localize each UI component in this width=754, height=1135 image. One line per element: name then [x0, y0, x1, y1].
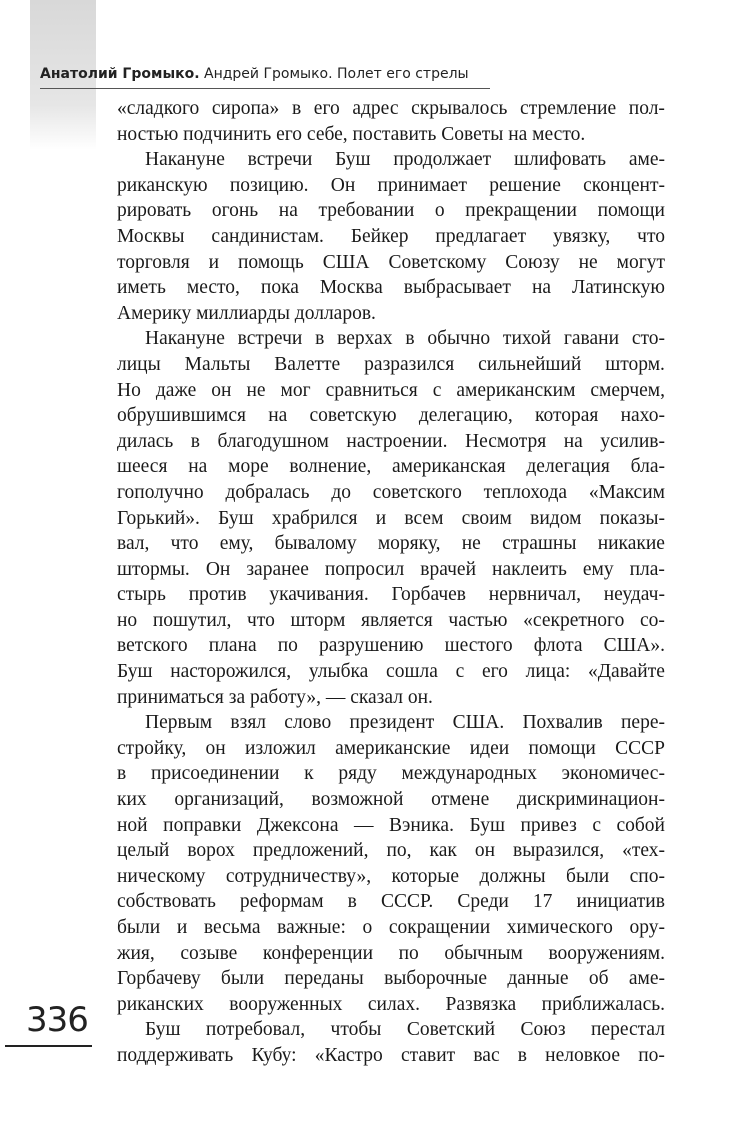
text-line: Москвы сандинистам. Бейкер предлагает увязку, что	[117, 225, 665, 247]
text-line: были и весьма важные: о сокращении химического ору-	[117, 917, 665, 938]
running-header	[40, 66, 469, 82]
text-line: лицы Мальты Валетте разразился сильнейший шторм.	[117, 353, 665, 375]
text-line: в присоединении к ряду международных экономичес-	[117, 763, 665, 785]
text-line: Горбачеву были переданы выборочные данные об аме-	[117, 968, 665, 990]
text-line: ветского плана по разрушению шестого флота США».	[117, 635, 665, 657]
text-line: Америку миллиарды долларов.	[117, 302, 376, 324]
text-line: Но даже он не мог сравниться с американским смерчем,	[117, 379, 665, 401]
text-line: шееся на море волнение, американская делегация бла-	[117, 456, 665, 478]
text-line: Горький». Буш храбрился и всем своим видом показы-	[117, 507, 665, 529]
text-line: «сладкого сиропа» в его адрес скрывалось стремление пол-	[117, 98, 665, 119]
text-line: Буш насторожился, улыбка сошла с его лица: «Давайте	[117, 661, 665, 683]
text-line: ной поправки Джексона — Вэника. Буш привез с собой	[117, 814, 665, 836]
page-number: 336	[26, 1000, 88, 1040]
text-line: рировать огонь на требовании о прекращении помощи	[117, 200, 665, 222]
text-line: ностью подчинить его себе, поставить Советы на место.	[117, 123, 586, 145]
body-text	[117, 96, 665, 1069]
text-line: стройку, он изложил американские идеи помощи СССР	[117, 737, 665, 759]
text-line: вал, что ему, бывалому моряку, не страшны никакие	[117, 533, 665, 555]
header-author: Анатолий Громыко.	[40, 66, 200, 82]
text-line: штормы. Он заранее попросил врачей наклеить ему пла-	[117, 558, 665, 580]
header-rule	[40, 88, 490, 89]
text-line: ких организаций, возможной отмене дискриминацион-	[117, 789, 665, 811]
header-title: Андрей Громыко. Полет его стрелы	[204, 66, 469, 82]
text-line: иметь место, пока Москва выбрасывает на Латинскую	[117, 277, 665, 299]
text-line: стырь против укачивания. Горбачев нервничал, неудач-	[117, 584, 665, 606]
text-line: Накануне встречи Буш продолжает шлифовать аме-	[145, 149, 665, 171]
text-line: приниматься за работу», — сказал он.	[117, 686, 433, 708]
text-line: но пошутил, что шторм является частью «секретного со-	[117, 609, 665, 631]
page-number-rule	[5, 1045, 92, 1047]
text-line: жия, созыве конференции по обычным вооружениям.	[117, 942, 665, 964]
text-line: Первым взял слово президент США. Похвалив пере-	[145, 712, 665, 734]
text-line: гополучно добралась до советского теплохода «Максим	[117, 481, 665, 503]
text-line: риканскую позицию. Он принимает решение сконцент-	[117, 174, 665, 196]
text-line: риканских вооруженных силах. Развязка приближалась.	[117, 993, 665, 1015]
text-line: поддерживать Кубу: «Кастро ставит вас в неловкое по-	[117, 1044, 665, 1066]
text-line: целый ворох предложений, по, как он выразился, «тех-	[117, 840, 665, 862]
text-line: торговля и помощь США Советскому Союзу не могут	[117, 251, 665, 273]
text-line: собствовать реформам в СССР. Среди 17 инициатив	[117, 891, 665, 913]
text-line: обрушившимся на советскую делегацию, которая нахо-	[117, 405, 665, 427]
text-line: Накануне встречи в верхах в обычно тихой гавани сто-	[145, 328, 665, 350]
text-line: дилась в благодушном настроении. Несмотря на усилив-	[117, 430, 665, 452]
text-line: ническому сотрудничеству», которые должны были спо-	[117, 865, 665, 887]
text-line: Буш потребовал, чтобы Советский Союз перестал	[145, 1019, 665, 1041]
